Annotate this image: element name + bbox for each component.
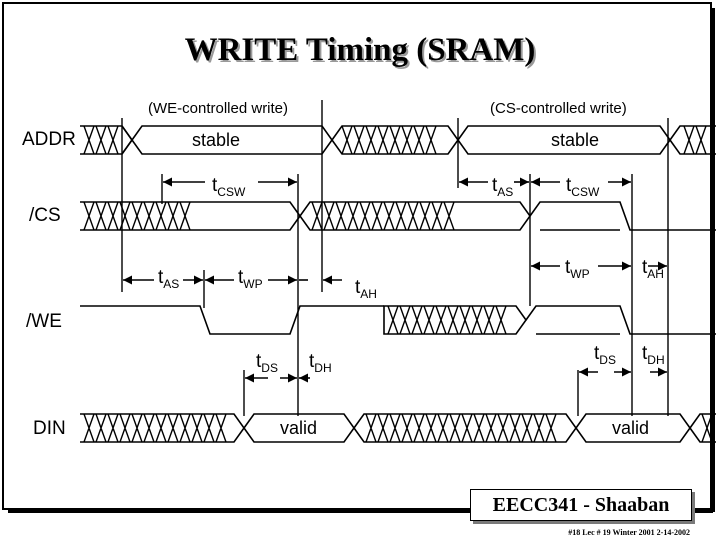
- addr-hatch-3: [684, 126, 706, 154]
- label-t-as-right: $t_{AS}$: [492, 175, 514, 199]
- addr-stable-label-right: stable: [551, 130, 600, 150]
- label-t-csw-left: $t_{CSW}$: [212, 175, 246, 199]
- label-t-ds-right: $t_{DS}$: [594, 343, 616, 367]
- cs-hatch-1: [84, 202, 190, 230]
- label-t-wp-right: $t_{WP}$: [565, 257, 590, 281]
- din-hatch-1: [84, 414, 226, 442]
- we-waveform-3: [526, 306, 716, 334]
- label-t-ah-left: $t_{AH}$: [355, 277, 377, 301]
- we-hatch-1: [388, 306, 506, 334]
- din-hatch-2: [366, 414, 556, 442]
- signal-label-we: /WE: [26, 311, 62, 332]
- signal-label-cs: /CS: [29, 205, 61, 226]
- subtitle-cs-controlled: (CS-controlled write): [490, 100, 627, 117]
- we-waveform-1: [80, 306, 384, 334]
- addr-stable-label-left: stable: [192, 130, 241, 150]
- cs-hatch-2: [312, 202, 454, 230]
- din-valid-label-left: valid: [280, 418, 318, 438]
- label-t-ah-right: $t_{AH}$: [642, 257, 664, 281]
- cs-waveform-2: [300, 202, 530, 230]
- course-badge: EECC341 - Shaaban: [470, 489, 692, 521]
- addr-hatch-2: [342, 126, 436, 154]
- label-t-csw-right: $t_{CSW}$: [566, 175, 600, 199]
- signal-label-addr: ADDR: [22, 129, 76, 150]
- slide-footer: #18 Lec # 19 Winter 2001 2-14-2002: [568, 528, 690, 537]
- slide-title: WRITE Timing (SRAM): [184, 32, 536, 68]
- label-t-as-left: $t_{AS}$: [158, 267, 180, 291]
- label-t-wp-left: $t_{WP}$: [238, 267, 263, 291]
- label-t-ds-left: $t_{DS}$: [256, 351, 278, 375]
- cs-waveform-3: [530, 202, 716, 230]
- din-valid-label-right: valid: [612, 418, 650, 438]
- label-t-dh-right: $t_{DH}$: [642, 343, 665, 367]
- addr-hatch-1: [84, 126, 118, 154]
- signal-label-din: DIN: [33, 418, 66, 439]
- label-t-dh-left: $t_{DH}$: [309, 351, 332, 375]
- subtitle-we-controlled: (WE-controlled write): [148, 100, 289, 117]
